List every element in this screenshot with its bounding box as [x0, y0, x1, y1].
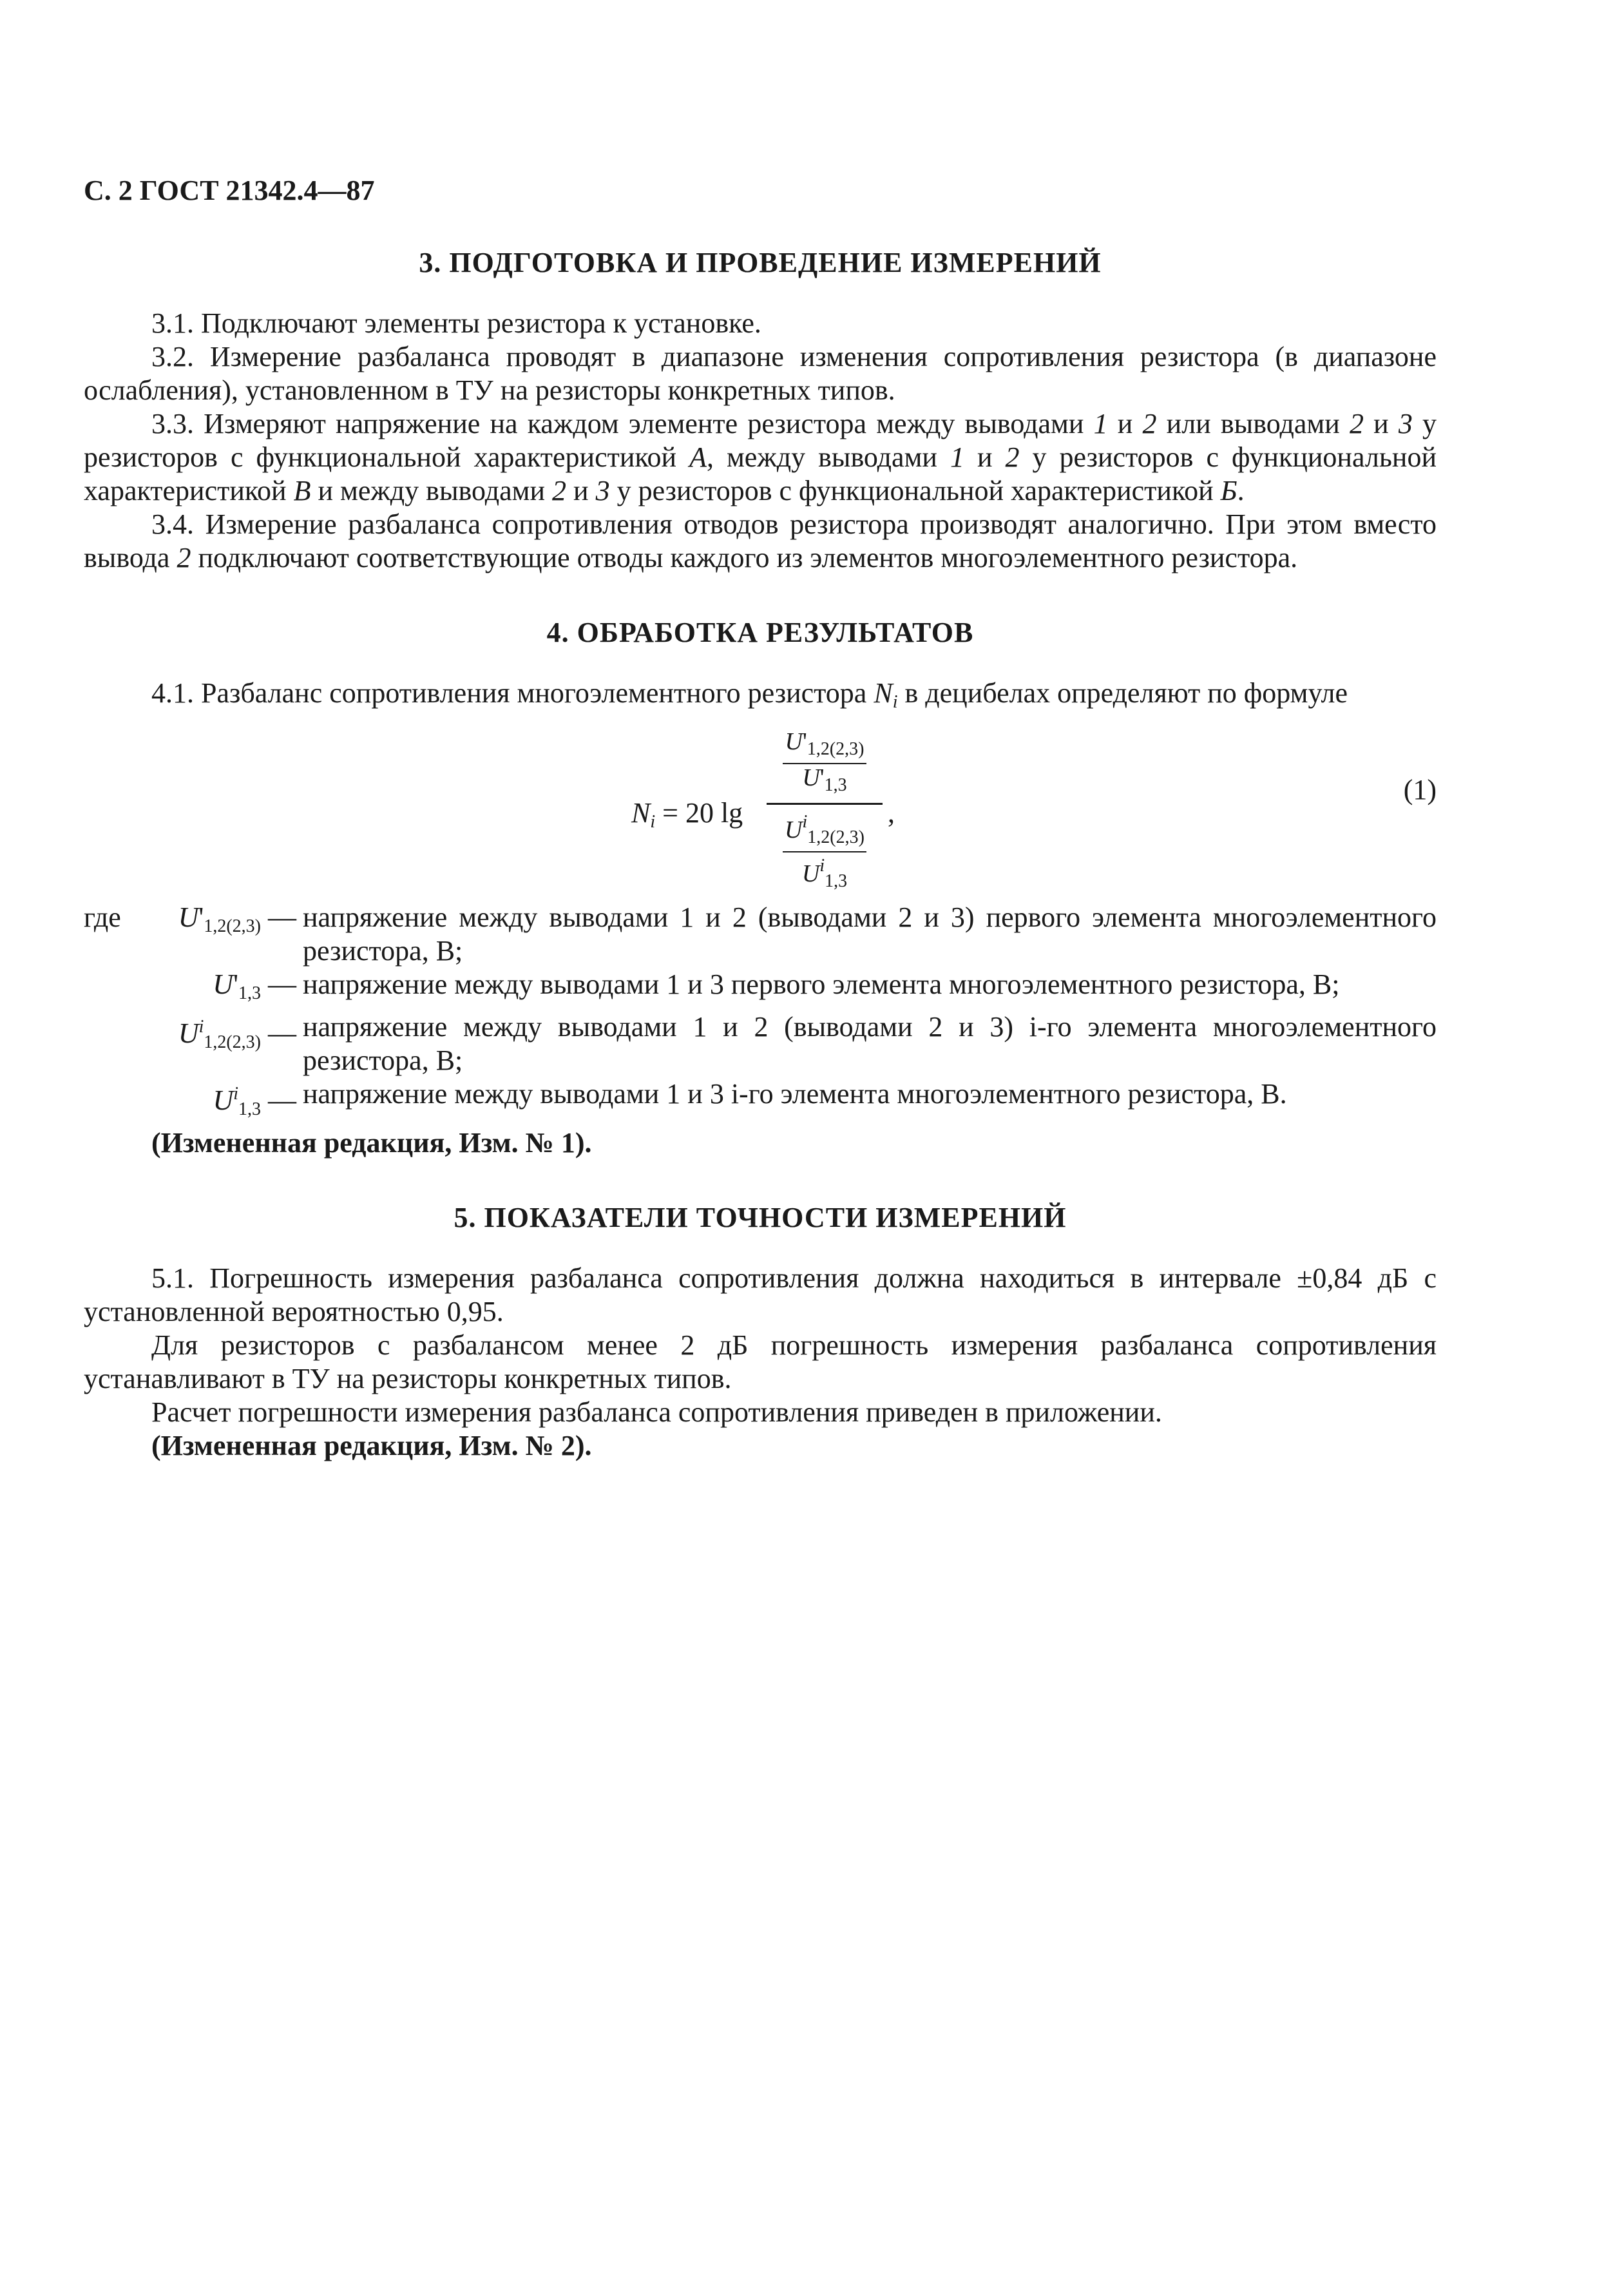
- document-page: [84, 174, 1437, 1504]
- running-head: С. 2 ГОСТ 21342.4—87: [84, 175, 375, 206]
- amendment-note-2: (Измененная редакция, Изм. № 2).: [151, 1430, 592, 1461]
- definition-symbol-3: $U^i_{1,2(2,3)}$ —: [178, 1017, 296, 1052]
- formula-1: [84, 728, 1437, 896]
- definition-symbol-2: $U'_{1,3}$ —: [213, 968, 296, 1003]
- denominator: $U^i_{1,2(2,3)}$ $U^i_{1,3}$: [767, 809, 883, 895]
- definition-text-3: напряжение между выводами 1 и 2 (выводами 2 и 3) i-го элемента многоэлементного резистора, В;: [303, 1011, 1437, 1076]
- formula-lhs: $N_i = 20$ lg: [631, 797, 743, 832]
- paragraph-5-1: 5.1. Погрешность измерения разбаланса сопротивления должна находиться в интервале ±0,84 дБ с установленной вероятностью 0,95.: [84, 1262, 1437, 1327]
- paragraph-3-2: 3.2. Измерение разбаланса проводят в диапазоне изменения сопротивления резистора (в диапазоне ослабления), установленном в ТУ на резисторы конкретных типов.: [84, 341, 1437, 406]
- amendment-note-1: (Измененная редакция, Изм. № 1).: [151, 1127, 592, 1159]
- paragraph-3-1: 3.1. Подключают элементы резистора к установке.: [151, 307, 761, 339]
- paragraph-3-3: 3.3. Измеряют напряжение на каждом элементе резистора между выводами 1 и 2 или выводами 2 и 3 у резисторов с функциональной характеристикой А, между выводами 1 и 2 у резисторов с функциональной характеристикой В и между выводами 2 и 3 у резисторов с функциональной характеристикой Б.: [84, 408, 1437, 506]
- definition-symbol-1: где $U'_{1,2(2,3)}$ —: [84, 901, 296, 936]
- definition-text-2: напряжение между выводами 1 и 3 первого элемента многоэлементного резистора, В;: [303, 968, 1340, 1000]
- formula-comma: ,: [888, 797, 895, 829]
- section-5-title: 5. ПОКАЗАТЕЛИ ТОЧНОСТИ ИЗМЕРЕНИЙ: [454, 1202, 1067, 1233]
- equation-number: (1): [1403, 774, 1437, 805]
- paragraph-5-3: Расчет погрешности измерения разбаланса сопротивления приведен в приложении.: [151, 1396, 1162, 1428]
- definition-text-4: напряжение между выводами 1 и 3 i-го элемента многоэлементного резистора, В.: [303, 1078, 1287, 1110]
- paragraph-3-4: 3.4. Измерение разбаланса сопротивления отводов резистора производят аналогично. При этом вместо вывода 2 подключают соответствующие отводы каждого из элементов многоэлементного резистора.: [84, 508, 1437, 573]
- definition-text-1: напряжение между выводами 1 и 2 (выводами 2 и 3) первого элемента многоэлементного резистора, В;: [303, 901, 1437, 967]
- section-4-title: 4. ОБРАБОТКА РЕЗУЛЬТАТОВ: [546, 617, 974, 648]
- section-4: [84, 616, 1437, 1160]
- symbol-definitions: [84, 901, 1437, 1126]
- paragraph-4-1: 4.1. Разбаланс сопротивления многоэлементного резистора $N_i$ в децибелах определяют по формуле: [151, 677, 1348, 712]
- paragraph-5-2: Для резисторов с разбалансом менее 2 дБ погрешность измерения разбаланса сопротивления устанавливают в ТУ на резисторы конкретных типов.: [84, 1329, 1437, 1394]
- definition-symbol-4: $U^i_{1,3}$ —: [213, 1084, 296, 1119]
- section-5: [84, 1201, 1437, 1463]
- numerator: $U'_{1,2(2,3)}$ $U'_{1,3}$: [767, 728, 883, 799]
- section-3-title: 3. ПОДГОТОВКА И ПРОВЕДЕНИЕ ИЗМЕРЕНИЙ: [419, 247, 1102, 278]
- formula-fraction: [767, 728, 883, 895]
- section-3: [84, 246, 1437, 575]
